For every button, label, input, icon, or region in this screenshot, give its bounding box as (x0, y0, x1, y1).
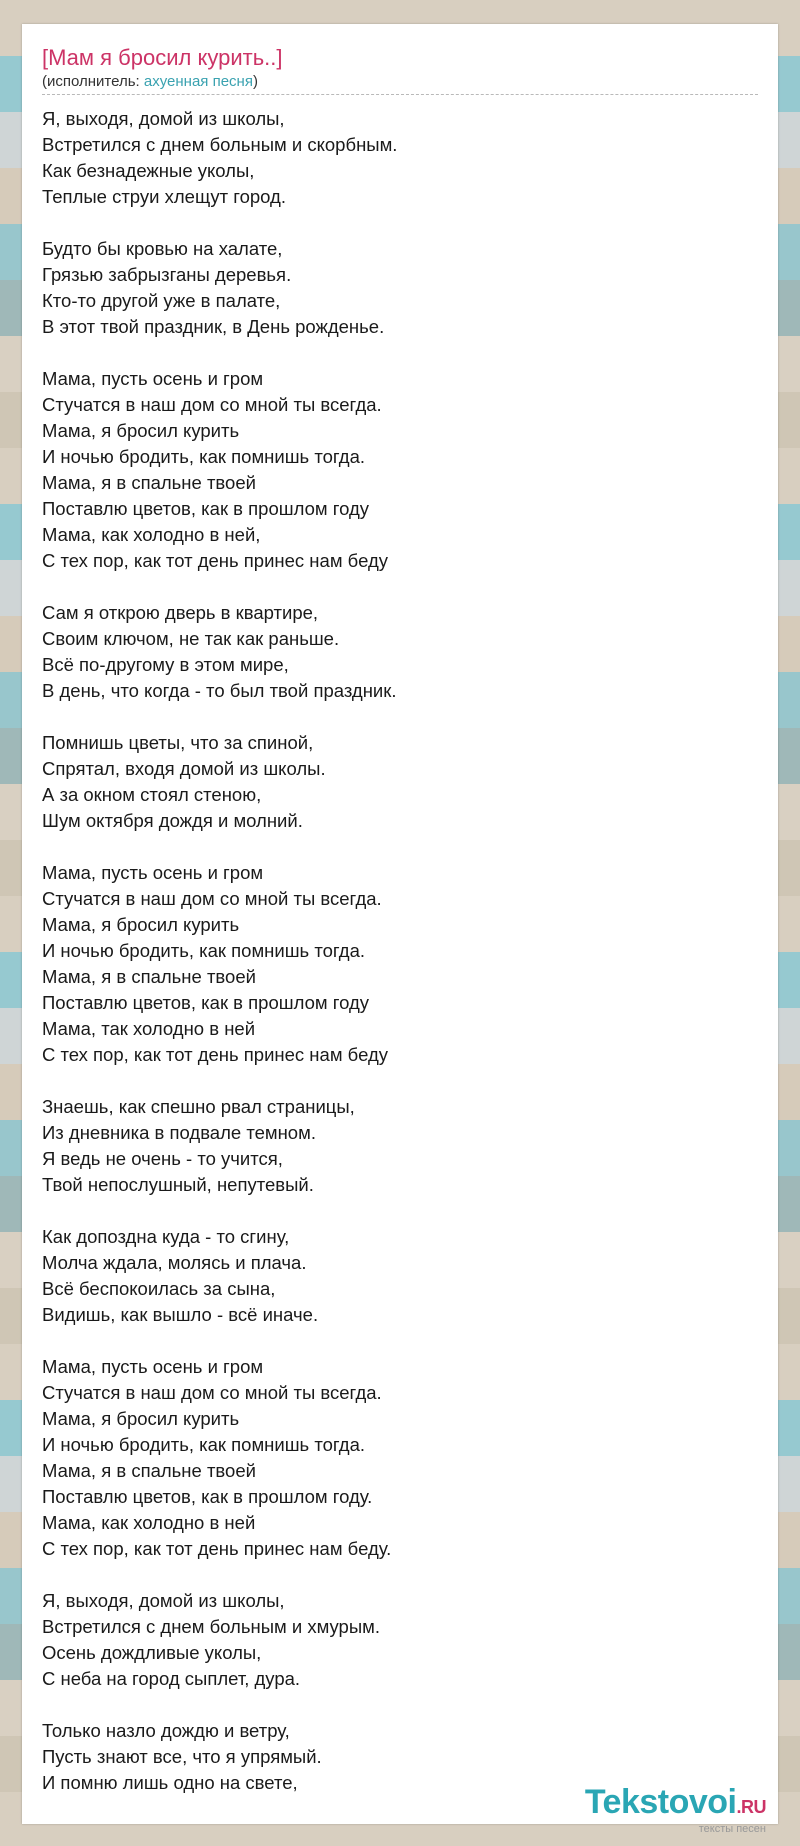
lyrics-line: Стучатся в наш дом со мной ты всегда. (42, 888, 382, 909)
lyrics-line: Поставлю цветов, как в прошлом году (42, 498, 370, 519)
lyrics-line: Пусть знают все, что я упрямый. (42, 1746, 322, 1767)
lyrics-line: Я ведь не очень - то учится, (42, 1148, 283, 1169)
lyrics-line: Мама, я бросил курить (42, 420, 240, 441)
lyrics-line: Стучатся в наш дом со мной ты всегда. (42, 1382, 382, 1403)
lyrics-line: Я, выходя, домой из школы, (42, 108, 285, 129)
lyrics-stanza (42, 730, 758, 834)
lyrics-line: Стучатся в наш дом со мной ты всегда. (42, 394, 382, 415)
lyrics-line: Видишь, как вышло - всё иначе. (42, 1304, 319, 1325)
lyrics-line: Мама, я бросил курить (42, 1408, 240, 1429)
performer-line (42, 72, 758, 92)
lyrics-line: Грязью забрызганы деревья. (42, 264, 292, 285)
lyrics-line: Встретился с днем больным и скорбным. (42, 134, 398, 155)
logo-name: Tekstovoi (584, 1783, 737, 1821)
lyrics-line: Поставлю цветов, как в прошлом году (42, 992, 370, 1013)
lyrics-line: Мама, пусть осень и гром (42, 368, 264, 389)
lyrics-line: Поставлю цветов, как в прошлом году. (42, 1486, 373, 1507)
lyrics-line: Я, выходя, домой из школы, (42, 1590, 285, 1611)
lyrics-stanza (42, 600, 758, 704)
lyrics-line: С тех пор, как тот день принес нам беду (42, 1044, 388, 1065)
performer-suffix: ) (252, 73, 258, 90)
lyrics-line: Мама, я в спальне твоей (42, 1460, 256, 1481)
page-title: [Мам я бросил курить..] (42, 45, 283, 70)
lyrics-text (42, 106, 758, 1822)
lyrics-stanza (42, 236, 758, 340)
lyrics-line: В этот твой праздник, в День рожденье. (42, 316, 385, 337)
lyrics-line: Помнишь цветы, что за спиной, (42, 732, 314, 753)
lyrics-line: Спрятал, входя домой из школы. (42, 758, 326, 779)
lyrics-stanza (42, 860, 758, 1068)
lyrics-line: Теплые струи хлещут город. (42, 186, 286, 207)
lyrics-line: Мама, так холодно в ней (42, 1018, 256, 1039)
lyrics-line: Из дневника в подвале темном. (42, 1122, 316, 1143)
lyrics-line: Твой непослушный, непутевый. (42, 1174, 314, 1195)
lyrics-line: Знаешь, как спешно рвал страницы, (42, 1096, 355, 1117)
lyrics-line: Сам я открою дверь в квартире, (42, 602, 319, 623)
lyrics-line: И помню лишь одно на свете, (42, 1772, 298, 1793)
lyrics-line: Мама, как холодно в ней (42, 1512, 256, 1533)
lyrics-stanza (42, 106, 758, 210)
lyrics-line: Всё беспокоилась за сына, (42, 1278, 276, 1299)
lyrics-line: Мама, я в спальне твоей (42, 472, 256, 493)
lyrics-card (22, 24, 778, 1835)
lyrics-line: Только назло дождю и ветру, (42, 1720, 290, 1741)
lyrics-line: И ночью бродить, как помнишь тогда. (42, 940, 366, 961)
lyrics-line: Молча ждала, молясь и плача. (42, 1252, 307, 1273)
lyrics-line: Как допоздна куда - то сгину, (42, 1226, 290, 1247)
lyrics-line: Будто бы кровью на халате, (42, 238, 283, 259)
lyrics-stanza (42, 366, 758, 574)
lyrics-line: Шум октября дождя и молний. (42, 810, 303, 831)
lyrics-line: Мама, я бросил курить (42, 914, 240, 935)
lyrics-line: Своим ключом, не так как раньше. (42, 628, 340, 649)
lyrics-line: А за окном стоял стеною, (42, 784, 262, 805)
lyrics-stanza (42, 1224, 758, 1328)
lyrics-line: Встретился с днем больным и хмурым. (42, 1616, 381, 1637)
lyrics-line: Кто-то другой уже в палате, (42, 290, 281, 311)
lyrics-stanza (42, 1588, 758, 1692)
logo-tld: .RU (736, 1797, 766, 1817)
lyrics-line: И ночью бродить, как помнишь тогда. (42, 1434, 366, 1455)
performer-link[interactable]: ахуенная песня (143, 73, 253, 90)
lyrics-line: Мама, как холодно в ней, (42, 524, 261, 545)
lyrics-line: С неба на город сыплет, дура. (42, 1668, 301, 1689)
song-header (42, 44, 758, 95)
lyrics-line: Всё по-другому в этом мире, (42, 654, 289, 675)
lyrics-stanza (42, 1354, 758, 1562)
logo-tagline: тексты песен (698, 1823, 766, 1835)
lyrics-line: В день, что когда - то был твой праздник. (42, 680, 397, 701)
lyrics-line: Мама, пусть осень и гром (42, 862, 264, 883)
logo-wordmark (585, 1784, 766, 1825)
lyrics-line: Осень дождливые уколы, (42, 1642, 262, 1663)
lyrics-line: С тех пор, как тот день принес нам беду (42, 550, 388, 571)
lyrics-line: И ночью бродить, как помнишь тогда. (42, 446, 366, 467)
performer-prefix: (исполнитель: (42, 73, 144, 90)
lyrics-line: Мама, я в спальне твоей (42, 966, 256, 987)
lyrics-line: Мама, пусть осень и гром (42, 1356, 264, 1377)
site-logo[interactable] (585, 1784, 766, 1835)
lyrics-line: Как безнадежные уколы, (42, 160, 255, 181)
lyrics-stanza (42, 1094, 758, 1198)
lyrics-line: С тех пор, как тот день принес нам беду. (42, 1538, 392, 1559)
